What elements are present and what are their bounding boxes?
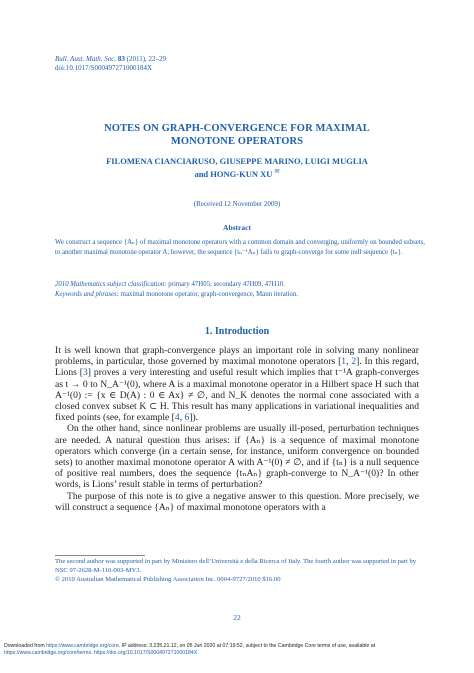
received-date: (Received 12 November 2009) xyxy=(193,200,281,208)
abstract-heading: Abstract xyxy=(223,223,251,232)
keywords-label: Keywords and phrases: xyxy=(55,290,119,298)
citation-link[interactable]: 3 xyxy=(82,367,88,379)
paper-authors xyxy=(0,156,474,180)
footnotes xyxy=(55,557,425,584)
email-icon[interactable]: ✉ xyxy=(274,169,280,175)
download-prefix: Downloaded from xyxy=(4,643,47,649)
abstract-text: We construct a sequence {Aₙ} of maximal monotone operators with a common domain and converging, uniformly on bounded subsets, to another maximal monotone operator A; however, the sequence {tₙ⁻¹Aₙ} fails to graph-converge for some null sequence {tₙ}. xyxy=(55,239,425,256)
download-notice xyxy=(4,643,470,657)
para1-text-c: ]. In this regard, Lions [ xyxy=(55,356,419,379)
citation-link[interactable]: 4 xyxy=(174,412,180,424)
para1-text-f: ]). xyxy=(189,412,199,424)
paragraph-3: The purpose of this note is to give a negative answer to this question. More precisely, we will construct a sequence {Aₙ} of maximal monotone operators with a xyxy=(55,490,419,513)
cambridge-core-link[interactable]: https://www.cambridge.org/core xyxy=(46,643,119,649)
journal-year-pages: (2011), 22–29 xyxy=(126,55,167,63)
download-ip-text: . IP address: 3.235.21.12, on 05 Jun 2020 at 07:19:52, subject to the Cambridge Core terms of use, available at xyxy=(118,643,376,649)
msc-value: primary 47H05; secondary 47H09, 47H10. xyxy=(166,281,285,288)
title-line-2: MONOTONE OPERATORS xyxy=(170,136,304,147)
keywords-value: maximal monotone operator, graph-convergence, Mann iteration. xyxy=(118,290,299,298)
funding-footnote: The second author was supported in part by Ministero dell’Università e della Ricerca of Italy. The fourth author was supported in part by NSC 97-2628-M-110-003-MY3. xyxy=(55,558,417,574)
footnote-divider xyxy=(55,555,145,556)
citation-link[interactable]: 6 xyxy=(184,412,190,424)
classification-block xyxy=(55,280,425,299)
journal-header xyxy=(55,55,166,73)
paragraph-2: On the other hand, since nonlinear problems are usually ill-posed, perturbation techniques are needed. A natural question thus arises: if {Aₙ} is a sequence of maximal monotone operators which converge (in a certain sense, for instance, uniform convergence on bounded sets) to another maximal monotone operator A with A⁻¹(0) ≠ ∅, and if {tₙ} is a null sequence of positive real numbers, does the sequence {tₙAₙ} graph-converge to N_A⁻¹(0)? In other words, is Lions’ result stable in terms of perturbation? xyxy=(55,423,419,491)
page-number: 22 xyxy=(233,613,241,622)
para1-text-a: It is well known that graph-convergence plays an important role in solving many nonlinear problems, in particular, those governed by maximal monotone operators [ xyxy=(55,345,419,368)
para1-text-d: ] proves a very interesting and useful result which implies that t⁻¹A graph-converges as t → 0 to N_A⁻¹(0), where A is a maximal monotone operator in a Hilbert space H such that A⁻¹(0) := {x ∈ D(A) : 0 ∈ Ax} ≠ ∅, and N_K denotes the normal cone associated with a closed convex subset K ⊂ H. This result has many applications in variational inequalities and fixed points (see, for example [ xyxy=(55,367,419,424)
paragraph-1 xyxy=(55,345,419,423)
paper-title xyxy=(0,122,474,148)
section-heading: 1. Introduction xyxy=(204,326,270,337)
para1-text-b: , xyxy=(346,356,352,368)
journal-doi[interactable]: doi:10.1017/S000497271000184X xyxy=(55,64,153,72)
msc-label: 2010 Mathematics subject classification: xyxy=(55,281,167,288)
journal-volume: 83 xyxy=(117,55,125,63)
journal-name: Bull. Aust. Math. Soc. xyxy=(55,55,117,63)
citation-link[interactable]: 1 xyxy=(341,356,347,368)
doi-link[interactable]: https://doi.org/10.1017/S000497271000184X xyxy=(93,650,198,656)
terms-link[interactable]: https://www.cambridge.org/core/terms xyxy=(4,650,92,656)
citation-link[interactable]: 2 xyxy=(351,356,357,368)
copyright-footnote: © 2010 Australian Mathematical Publishing Association Inc. 0004-9727/2010 $16.00 xyxy=(55,576,281,583)
body-text xyxy=(55,345,419,513)
title-line-1: NOTES ON GRAPH-CONVERGENCE FOR MAXIMAL xyxy=(104,123,370,134)
authors-line-1: FILOMENA CIANCIARUSO, GIUSEPPE MARINO, LUIGI MUGLIA xyxy=(106,156,368,166)
authors-line-2: and HONG-KUN XU xyxy=(194,168,273,179)
para1-text-e: , xyxy=(179,412,185,424)
download-sep: . xyxy=(91,650,94,656)
